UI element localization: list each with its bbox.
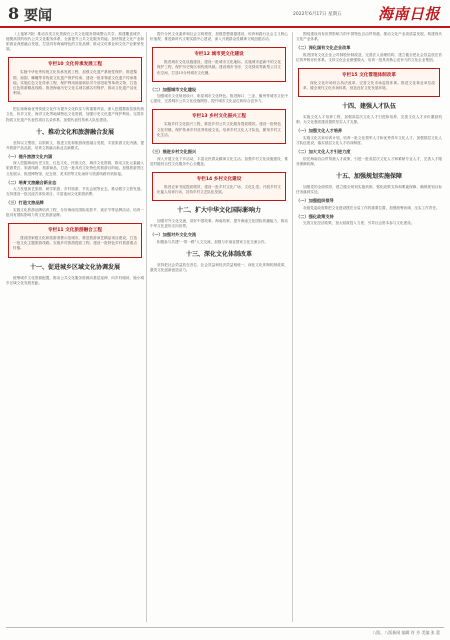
feature-box-title: 专栏15 文化管理体制改革 xyxy=(342,72,396,78)
paragraph: 积极参与共建"一带一路"人文交流，加强与东南亚国家文化交流合作。 xyxy=(157,239,269,244)
subsection-heading: （二）加大文化人才引进力度 xyxy=(296,149,351,155)
subsection-heading: （二）深化国有文化企业改革 xyxy=(296,45,351,51)
feature-box-text: 实施乡村文化振兴工程，推进乡村公共文化服务提质增效。建设一批特色文化村镇，保护传承乡村优秀传统文化。培养乡村文化人才队伍，繁荣乡村文化生活。 xyxy=(157,122,281,137)
subsection-heading: （二）培育文旅融合新业态 xyxy=(6,179,57,185)
article-column-3 xyxy=(296,32,442,622)
section-heading: 十四、建强人才队伍 xyxy=(341,103,396,111)
paragraph: 加强党的全面领导，建立健全规划实施机制，强化政策支持和要素保障，确保规划目标任务落到实处。 xyxy=(296,184,442,194)
feature-box-title: 专栏13 乡村文化振兴工程 xyxy=(192,114,246,120)
column-divider xyxy=(146,32,147,622)
paragraph: 坚持以文塑旅、以旅彰文，推进文化和旅游深度融合发展，丰富旅游文化内涵，提升旅游产品品质，培育文旅融合新业态新模式。 xyxy=(6,140,144,150)
newspaper-logo: 海南日报 xyxy=(377,5,440,23)
paragraph: 加强对外文化交流，讲好中国故事、海南故事，提升海南文化国际传播能力，推动中华文化更好走向世界。 xyxy=(150,219,288,229)
feature-box-text: 深化文化市场综合执法改革，完善文化市场监管体系。推进文化事业单位改革，健全现代文化市场体系，营造良好文化发展环境。 xyxy=(303,80,435,91)
section-title: 要闻 xyxy=(24,8,52,24)
section-heading: 十三、深化文化体制改革 xyxy=(185,250,252,258)
feature-box xyxy=(298,68,440,97)
feature-box-text: 推进农家书屋提质增效，建设一批乡村文化广场、文化礼堂。开展乡村文化能人培育行动，扶持乡村文艺队伍发展。 xyxy=(157,184,281,194)
section-heading: 十五、加强规划实施保障 xyxy=(335,172,402,180)
footer-rule xyxy=(6,627,444,628)
column-divider xyxy=(292,32,293,622)
page-number: 8 xyxy=(8,4,20,23)
subsection-heading: （二）强化政策支持 xyxy=(296,213,334,219)
feature-box-title: 专栏11 文化旅游融合工程 xyxy=(48,228,102,234)
subsection-heading: （一）加强文化人才培养 xyxy=(296,128,343,134)
feature-box xyxy=(152,172,286,201)
paragraph: 实施文化名家培育计划，培养一批文化领军人才和优秀青年文化人才。加强基层文化人才队伍建设，落实基层文化人才培训制度。 xyxy=(296,135,442,146)
paragraph: 统筹城乡文化资源配置，推动公共文化服务资源向基层延伸、向乡村倾斜，缩小城乡区域文化发展差距。 xyxy=(6,275,144,285)
subsection-heading: （一）提升旅游文化内涵 xyxy=(6,153,53,159)
subsection-heading: （三）打造文旅品牌 xyxy=(6,200,44,206)
date-line: 2022年6月17日 星期五 xyxy=(293,12,342,17)
paragraph: 提升全民文化素养和社会文明程度，加强思想道德建设，培育和践行社会主义核心价值观，推进新时代文明实践中心建设，深入开展群众性精神文明创建活动。 xyxy=(150,32,288,42)
subsection-heading: （三）推进乡村文化振兴 xyxy=(150,149,197,155)
paragraph: 深入挖掘海南历史文化、红色文化、民族文化、海洋文化资源，推动文化元素融入旅游景区、旅游线路、旅游商品，打造一批具有文化特色的旅游目的地。加强旅游景区文化展示，推进博物馆、纪念馆、美术馆等文化场所与旅游线路有机衔接。 xyxy=(6,161,144,176)
feature-box-text: 推进城市文化设施建设，建设一批城市文化地标。实施城市更新中的文化保护工程，保护历史街区和传统风貌。建设城市书房、文化驿站等新型公共文化空间，打造15分钟城市文化圈。 xyxy=(157,60,281,75)
subsection-heading: （一）加强对外文化交流 xyxy=(150,232,197,238)
paragraph: 各级党委政府要把文化建设摆在全局工作的重要位置，加强统筹协调，压实工作责任。 xyxy=(303,205,440,210)
feature-box-title: 专栏14 乡村文化建设 xyxy=(196,176,242,182)
paragraph: 推进国有文化企业公司制股份制改造，完善法人治理结构，建立健全把社会效益放在首位的考核评价体系。支持文化企业做强做大，培育一批具有核心竞争力的文化企业集团。 xyxy=(296,52,442,62)
feature-box-title: 专栏12 城市更文化建设 xyxy=(194,52,244,58)
section-heading: 十、推动文化和旅游融合发展 xyxy=(35,128,114,136)
subsection-heading: （一）加强组织领导 xyxy=(296,198,334,204)
masthead xyxy=(0,0,450,28)
paragraph: 围绕建设具有世界影响力的中国特色自由贸易港，推动文化产业高质量发展，构建现代文化产业体系。 xyxy=(296,32,442,42)
article-column-2 xyxy=(150,32,288,622)
subsection-heading: （二）加强城市文化建设 xyxy=(150,86,197,92)
section-heading: 十一、促进城乡区域文化协调发展 xyxy=(29,263,120,271)
feature-box-text: 实施中华优秀传统文化传承发展工程，加强文化遗产系统性保护。推进黎锦、琼剧、椰雕等非物质文化遗产保护传承，建设一批非物质文化遗产传承基地。实施红色文化传承工程，保护利用琼崖纵队司令部旧址等革命文物，打造红色旅游精品线路。推进海南历史文化名城名镇名村保护，推动文化遗产活化利用。 xyxy=(13,70,137,96)
paragraph: （上接第7版）推动各类文化资源在公共文化服务领域整合共享，构建覆盖城乡、便捷高效的现代公共文化服务体系，全面提升公共文化服务效能。加快推进文化产业和旅游业深度融合发展，打造具有海南特色的文化品牌，推动文化事业和文化产业繁荣发展。 xyxy=(6,32,144,52)
feature-box-text: 建设国家级文化和旅游消费示范城市，推进旅游演艺精品项目建设，打造一批文化主题旅游线路。实施乡村旅游提质工程，建设一批特色乡村旅游重点村镇。 xyxy=(13,236,137,251)
page-footer: 八版、八版新闻 编辑 符 芳 美编 张 蕾 xyxy=(372,630,440,635)
paragraph: 完善文化经济政策，加大财政投入力度，引导社会资本参与文化建设。 xyxy=(303,221,415,226)
feature-box xyxy=(8,223,142,258)
article-column-1 xyxy=(6,32,144,622)
paragraph: 坚持把社会效益放在首位、社会效益和经济效益相统一，深化文化体制机制改革，激发文化创新创造活力。 xyxy=(150,262,288,273)
paragraph: 大力发展演艺旅游、研学旅游、乡村旅游、节庆会展等业态，推动数字文旅发展。支持建设一批沉浸式体验项目，丰富夜间文化旅游消费。 xyxy=(6,187,144,197)
feature-box xyxy=(8,57,142,102)
paragraph: 加强城市文化规划设计，彰显城市文化特色。推进海口、三亚、儋州等城市文化中心建设，完善城市公共文化设施网络，提升城市文化品位和综合竞争力。 xyxy=(150,94,288,104)
paragraph: 深入开展文化下乡活动，丰富农民群众精神文化生活。加强乡村文化设施建设，推进村级综合性文化服务中心全覆盖。 xyxy=(150,156,288,166)
section-heading: 十二、扩大中华文化国际影响力 xyxy=(176,207,261,215)
paragraph: 依托海南自由贸易港人才政策，引进一批高层次文化人才和紧缺专业人才，完善人才服务保障机制。 xyxy=(296,156,442,166)
paragraph: 实施文化人才培养工程，加强高层次文化人才引进和培养，完善文化人才评价激励机制，为文化强省建设提供坚实人才支撑。 xyxy=(296,115,442,125)
feature-box-title: 专栏10 文化传承发展工程 xyxy=(48,62,102,68)
paragraph: 把弘扬海南优秀传统文化作为提升文化软实力的重要内容，深入挖掘黎族苗族传统文化、侨乡文化、海洋文化等地域特色文化资源，加强历史文化遗产保护利用。完善非物质文化遗产代表性项目名录体系，加强代表性传承人队伍建设。 xyxy=(6,107,144,122)
paragraph: 实施文化旅游品牌培育工程，办好海南岛国际电影节、欢乐节等品牌活动，培育一批具有国际影响力的文化旅游品牌。 xyxy=(6,207,144,217)
feature-box xyxy=(152,47,286,82)
feature-box xyxy=(152,109,286,144)
